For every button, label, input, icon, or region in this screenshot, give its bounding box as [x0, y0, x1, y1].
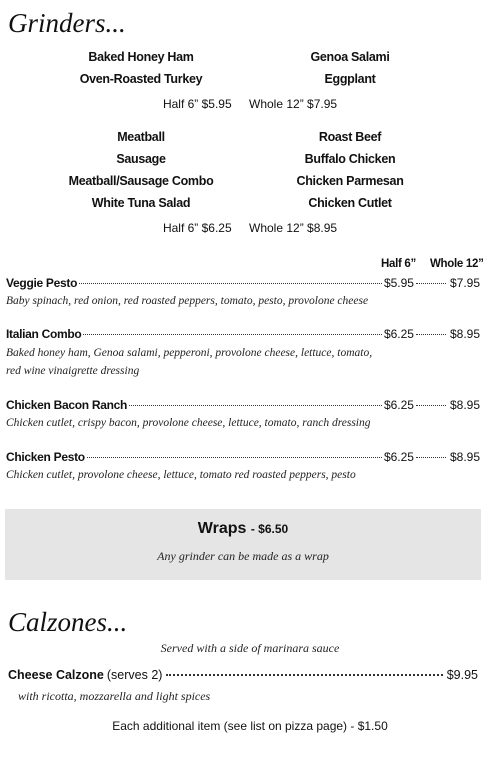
wraps-panel	[5, 509, 481, 580]
half-column-header: Half 6”	[381, 258, 416, 270]
leader-dots	[416, 405, 446, 406]
grinder-name: Sausage	[116, 152, 166, 166]
calzones-extra-note: Each additional item (see list on pizza page) - $1.50	[112, 719, 388, 733]
menu-item-name: Chicken Bacon Ranch	[6, 398, 127, 412]
leader-dots	[416, 334, 446, 335]
group1-price-line	[0, 97, 500, 111]
calzone-item-name: Cheese Calzone	[8, 668, 104, 682]
menu-item-name: Veggie Pesto	[6, 276, 78, 290]
menu-item-whole-price: $7.95	[449, 276, 480, 290]
menu-item-half-price: $6.25	[383, 450, 414, 464]
menu-item-whole-price: $8.95	[449, 327, 480, 341]
group2-price-line	[0, 221, 500, 235]
menu-item-row	[6, 450, 480, 466]
grinder-name: Buffalo Chicken	[304, 152, 396, 166]
wraps-price: - $6.50	[250, 522, 289, 536]
grinder-group1-right	[235, 46, 465, 90]
group2-whole-price: Whole 12” $8.95	[249, 221, 338, 235]
description-line: Chicken cutlet, crispy bacon, provolone cheese, lettuce, tomato, ranch dressing	[6, 417, 371, 429]
menu-item-row	[6, 276, 480, 292]
grinder-name: Oven-Roasted Turkey	[79, 72, 203, 86]
calzones-title: Calzones...	[8, 607, 128, 637]
calzone-item-price: $9.95	[446, 668, 478, 682]
menu-item-name: Italian Combo	[6, 327, 82, 341]
leader-dots	[87, 457, 382, 458]
leader-dots	[83, 334, 382, 335]
description-line: Chicken cutlet, provolone cheese, lettuce, tomato red roasted peppers, pesto	[6, 469, 356, 481]
group1-half-price: Half 6” $5.95	[162, 97, 232, 111]
menu-item-half-price: $6.25	[383, 327, 414, 341]
group2-half-price: Half 6” $6.25	[162, 221, 232, 235]
grinder-name: Chicken Parmesan	[296, 174, 404, 188]
calzone-serves: (serves 2)	[106, 668, 163, 682]
grinders-title: Grinders...	[8, 8, 126, 38]
wraps-heading	[5, 520, 481, 538]
menu-item-description	[6, 466, 476, 484]
wraps-subtitle: Any grinder can be made as a wrap	[157, 549, 329, 563]
description-line: Baby spinach, red onion, red roasted peppers, tomato, pesto, provolone cheese	[6, 295, 369, 307]
whole-column-header: Whole 12”	[430, 258, 484, 270]
menu-item-row	[6, 327, 480, 343]
menu-item-description	[6, 292, 476, 310]
grinder-name: Meatball	[117, 130, 165, 144]
description-line: Baked honey ham, Genoa salami, pepperoni, provolone cheese, lettuce, tomato,	[6, 347, 373, 359]
menu-item-half-price: $5.95	[383, 276, 414, 290]
leader-dots	[79, 283, 382, 284]
group1-whole-price: Whole 12” $7.95	[249, 97, 338, 111]
leader-dots	[166, 674, 442, 676]
menu-item-half-price: $6.25	[383, 398, 414, 412]
description-line: red wine vinaigrette dressing	[6, 365, 140, 377]
calzone-item-row	[8, 668, 478, 682]
menu-item-row	[6, 398, 480, 414]
grinder-name: Genoa Salami	[310, 50, 390, 64]
menu-item-whole-price: $8.95	[449, 450, 480, 464]
grinder-name: Roast Beef	[318, 130, 382, 144]
leader-dots	[416, 457, 446, 458]
grinder-name: Meatball/Sausage Combo	[68, 174, 214, 188]
calzone-item-description: with ricotta, mozzarella and light spices	[18, 689, 211, 703]
leader-dots	[129, 405, 382, 406]
grinder-group1-left	[26, 46, 256, 90]
grinder-group2-right	[235, 126, 465, 214]
calzones-note: Served with a side of marinara sauce	[160, 641, 340, 655]
grinder-name: White Tuna Salad	[91, 196, 191, 210]
grinder-name: Eggplant	[324, 72, 376, 86]
menu-item-whole-price: $8.95	[449, 398, 480, 412]
grinder-name: Chicken Cutlet	[308, 196, 392, 210]
wraps-title: Wraps	[197, 520, 247, 537]
menu-item-description	[6, 414, 476, 432]
grinder-group2-left	[26, 126, 256, 214]
menu-item-name: Chicken Pesto	[6, 450, 85, 464]
leader-dots	[416, 283, 446, 284]
grinder-name: Baked Honey Ham	[88, 50, 194, 64]
menu-item-description	[6, 344, 476, 380]
